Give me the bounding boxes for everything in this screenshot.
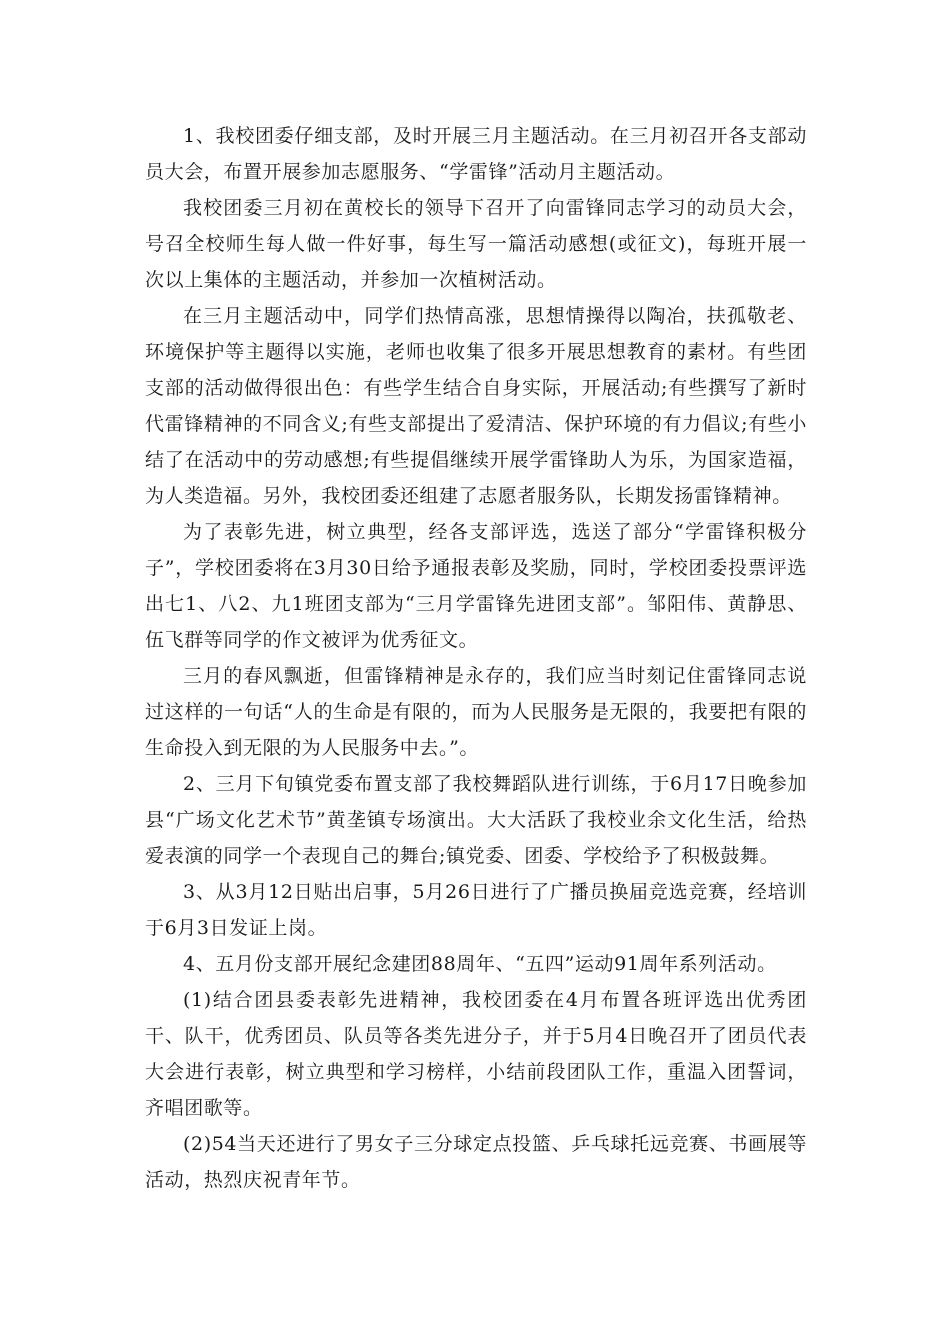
paragraph-9: (1)结合团县委表彰先进精神，我校团委在4月布置各班评选出优秀团干、队干，优秀团员、队员等各类先进分子，并于5月4日晚召开了团员代表大会进行表彰，树立典型和学习榜样，小结前段团队工作，重温入团誓词，齐唱团歌等。: [145, 989, 807, 1119]
paragraph-1: 1、我校团委仔细支部，及时开展三月主题活动。在三月初召开各支部动员大会，布置开展参加志愿服务、“学雷锋”活动月主题活动。: [145, 125, 807, 183]
paragraph-5: 三月的春风飘逝，但雷锋精神是永存的，我们应当时刻记住雷锋同志说过这样的一句话“人的生命是有限的，而为人民服务是无限的，我要把有限的生命投入到无限的为人民服务中去。”。: [145, 665, 807, 759]
paragraph-3: 在三月主题活动中，同学们热情高涨，思想情操得以陶冶，扶孤敬老、环境保护等主题得以实施，老师也收集了很多开展思想教育的素材。有些团支部的活动做得很出色：有些学生结合自身实际，开展活动;有些撰写了新时代雷锋精神的不同含义;有些支部提出了爱清洁、保护环境的有力倡议;有些小结了在活动中的劳动感想;有些提倡继续开展学雷锋助人为乐，为国家造福，为人类造福。另外，我校团委还组建了志愿者服务队，长期发扬雷锋精神。: [145, 305, 807, 507]
paragraph-6: 2、三月下旬镇党委布置支部了我校舞蹈队进行训练，于6月17日晚参加县“广场文化艺术节”黄垄镇专场演出。大大活跃了我校业余文化生活，给热爱表演的同学一个表现自己的舞台;镇党委、团委、学校给予了积极鼓舞。: [145, 773, 807, 867]
paragraph-2: 我校团委三月初在黄校长的领导下召开了向雷锋同志学习的动员大会，号召全校师生每人做一件好事，每生写一篇活动感想(或征文)，每班开展一次以上集体的主题活动，并参加一次植树活动。: [145, 197, 807, 291]
document-body: [145, 118, 807, 1198]
paragraph-7: 3、从3月12日贴出启事，5月26日进行了广播员换届竞选竞赛，经培训于6月3日发证上岗。: [145, 881, 807, 939]
paragraph-4: 为了表彰先进，树立典型，经各支部评选，选送了部分“学雷锋积极分子”，学校团委将在3月30日给予通报表彰及奖励，同时，学校团委投票评选出七1、八2、九1班团支部为“三月学雷锋先进团支部”。邹阳伟、黄静思、伍飞群等同学的作文被评为优秀征文。: [145, 521, 807, 651]
paragraph-10: (2)54当天还进行了男女子三分球定点投篮、乒乓球托远竞赛、书画展等活动，热烈庆祝青年节。: [145, 1133, 807, 1191]
paragraph-8: 4、五月份支部开展纪念建团88周年、“五四”运动91周年系列活动。: [183, 953, 777, 975]
